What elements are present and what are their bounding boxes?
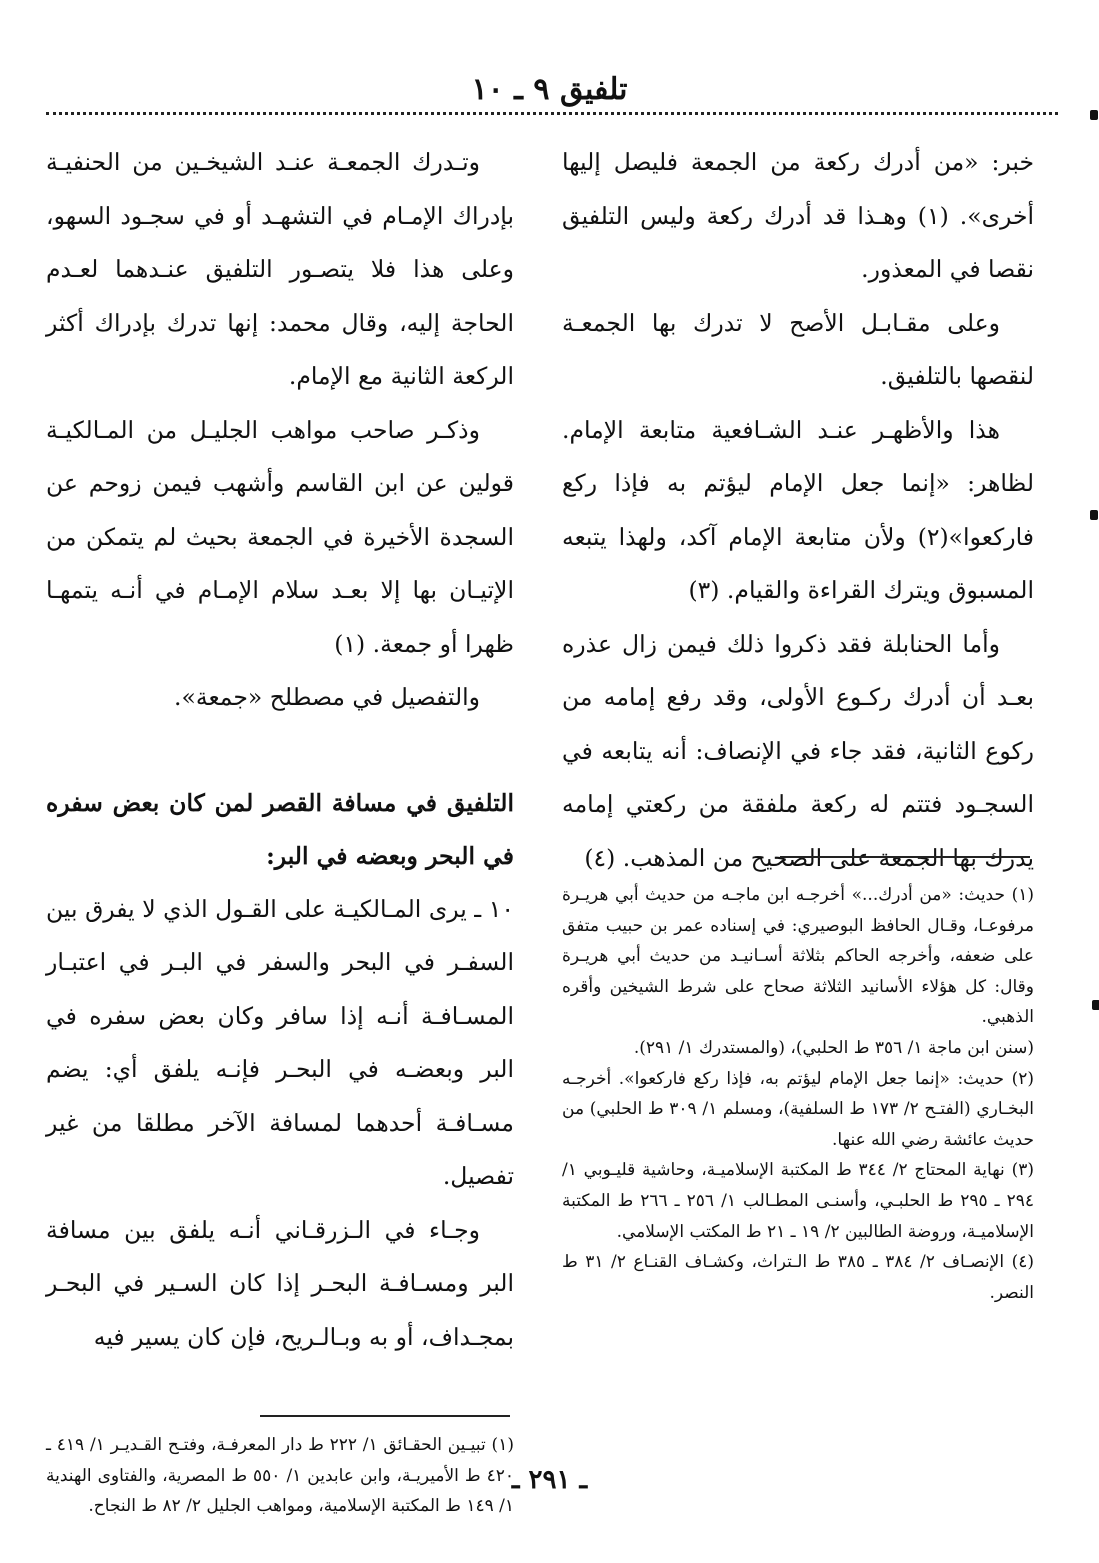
paragraph: خبر: «من أدرك ركعة من الجمعة فليصل إليها أخرى». (١) وهـذا قد أدرك ركعة وليس التلفيق نقصا في المعذور. xyxy=(562,148,1035,283)
footnote: (١) تبيـين الحقـائق ١/ ٢٢٢ ط دار المعرفـة، وفتـح القـديـر ١/ ٤١٩ ـ ٤٢٠ ط الأميريـة، وابن عابدين ١/ ٥٥٠ ط المصرية، والفتاوى الهندية ١/ ١٤٩ ط المكتبة الإسلامية، ومواهب الجليل ٢/ ٨٢ ط النجاح. xyxy=(46,1435,514,1517)
footnote-rule xyxy=(780,856,1030,858)
footnote: (سنن ابن ماجة ١/ ٣٥٦ ط الحلبي)، (والمستدرك ١/ ٢٩١). xyxy=(633,1037,1034,1058)
footnote: (٣) نهاية المحتاج ٢/ ٣٤٤ ط المكتبة الإسلاميـة، وحاشية قليـوبي ١/ ٢٩٤ ـ ٢٩٥ ط الحلبـي، وأسنـى المطـالب ١/ ٢٥٦ ـ ٢٦٦ ط المكتبة الإسلاميـة، وروضة الطالبين ٢/ ١٩ ـ ٢١ ط المكتب الإسلامي. xyxy=(562,1160,1035,1242)
margin-mark xyxy=(1090,510,1098,520)
section-gap xyxy=(46,725,514,777)
footnote: (١) حديث: «من أدرك...» أخرجـه ابن ماجـه من حديث أبي هريـرة مرفوعـا، وقـال الحافظ البوصيري: في إسناده عمر بن حبيب متفق على ضعفه، وأخرجه الحاكم بثلاثة أسـانيـد من حديث أبي هريـرة وقال: كل هؤلاء الأسانيد الثلاثة صحاح على شرط الشيخين وأقره الذهبي. xyxy=(562,885,1034,1028)
left-column xyxy=(46,136,514,1364)
right-column xyxy=(562,136,1034,885)
right-footnotes xyxy=(562,880,1034,1308)
margin-mark xyxy=(1092,1000,1099,1010)
page-number: ـ ٢٩١ ـ xyxy=(511,1465,588,1495)
paragraph: والتفصيل في مصطلح «جمعة». xyxy=(174,683,480,711)
margin-mark xyxy=(1090,110,1098,120)
paragraph: هذا والأظهـر عنـد الشـافعية متابعة الإمام. لظاهر: «إنما جعل الإمام ليؤتم به فإذا ركع فاركعوا»(٢) ولأن متابعة الإمام آكد، ولهذا يتبعه المسبوق ويترك القراءة والقيام. (٣) xyxy=(562,415,1034,604)
footnote: (٤) الإنصـاف ٢/ ٣٨٤ ـ ٣٨٥ ط الـتراث، وكشـاف القنـاع ٢/ ٣١ ط النصر. xyxy=(562,1252,1034,1303)
paragraph: وتـدرك الجمعـة عنـد الشيخـين من الحنفيـة بإدراك الإمـام في التشهـد أو في سجـود السهو، وعلى هذا فلا يتصـور التلفيق عنـدهما لعـدم الحاجة إليه، وقال محمد: إنها تدرك بإدراك أكثر الركعة الثانية مع الإمام. xyxy=(46,148,514,390)
paragraph: وعلى مقـابـل الأصح لا تدرك بها الجمعـة لنقصها بالتلفيق. xyxy=(562,308,1034,390)
paragraph: وذكـر صاحب مواهب الجليـل من المـالكيـة قولين عن ابن القاسم وأشهب فيمن زوحم عن السجدة الأخيرة في الجمعة بحيث لم يتمكن من الإتيـان بها إلا بعـد سلام الإمـام في أنـه يتمهـا ظهرا أو جمعة. (١) xyxy=(46,415,514,658)
paragraph: وجـاء في الـزرقـاني أنـه يلفق بين مسافة البر ومسـافـة البحـر إذا كان السـير في البحـر بمجـداف، أو به وبـالـريح، فإن كان يسير فيه xyxy=(46,1215,514,1351)
paragraph: ١٠ ـ يرى المـالكيـة على القـول الذي لا يفرق بين السفـر في البحر والسفر في البـر في اعتبـار المسـافـة أنـه إذا سافر وكان بعض سفره في البر وبعضـه في البحـر فإنـه يلفق أي: يضم مسـافـة أحدهما لمسافة الآخر مطلقا من غير تفصيل. xyxy=(46,894,514,1190)
paragraph: وأما الحنابلة فقد ذكروا ذلك فيمن زال عذره بعـد أن أدرك ركـوع الأولى، وقد رفع إمامه من ركوع الثانية، فقد جاء في الإنصاف: أنه يتابعه في السجـود فتتم له ركعة ملفقة من ركعتي إمامه يدرك بها الجمعة على الصحيح من المذهب. (٤) xyxy=(562,629,1034,872)
section-subheading: التلفيق في مسافة القصر لمن كان بعض سفره في البحر وبعضه في البر: xyxy=(46,788,514,870)
running-header-title: تلفيق ٩ ـ ١٠ xyxy=(471,72,628,107)
footnote-rule xyxy=(260,1415,510,1417)
header-dotted-rule xyxy=(46,112,1058,115)
footnote: (٢) حديث: «إنما جعل الإمام ليؤتم به، فإذا ركع فاركعوا». أخرجـه البخـاري (الفتـح ٢/ ١٧٣ ط السلفية)، ومسلم ١/ ٣٠٩ ط الحلبي) من حديث عائشة رضي الله عنها. xyxy=(562,1068,1035,1150)
